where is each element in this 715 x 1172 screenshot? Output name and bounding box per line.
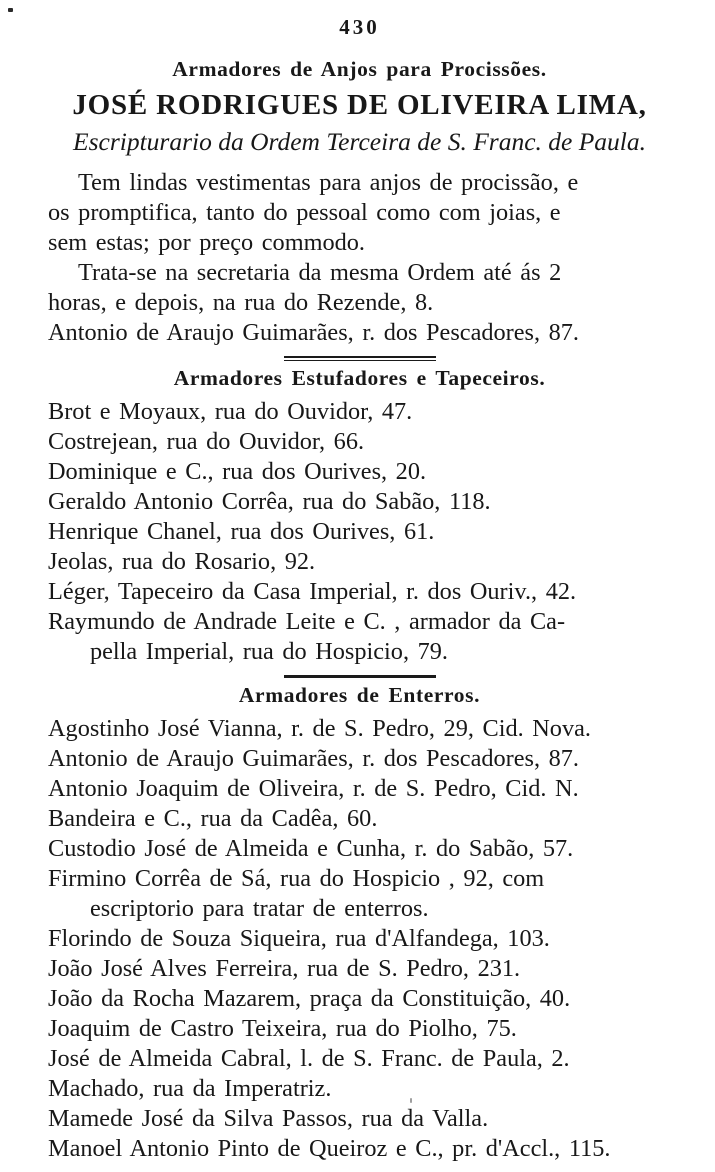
- section-header: Armadores de Enterros.: [238, 683, 481, 707]
- directory-entry: João da Rocha Mazarem, praça da Constituição, 40.: [48, 985, 571, 1012]
- directory-entry: Joaquim de Castro Teixeira, rua do Piolho, 75.: [48, 1015, 517, 1042]
- directory-entry: Antonio Joaquim de Oliveira, r. de S. Pedro, Cid. N.: [48, 775, 579, 802]
- directory-entry: Léger, Tapeceiro da Casa Imperial, r. dos Ouriv., 42.: [48, 578, 577, 605]
- directory-entry: Bandeira e C., rua da Cadêa, 60.: [48, 805, 378, 832]
- directory-entry: Manoel Antonio Pinto de Queiroz e C., pr. d'Accl., 115.: [48, 1135, 611, 1162]
- section-header: Armadores Estufadores e Tapeceiros.: [173, 366, 546, 390]
- directory-entry: Henrique Chanel, rua dos Ourives, 61.: [48, 518, 435, 545]
- directory-entry: Mamede José da Silva Passos, rua da Valla.: [48, 1105, 489, 1132]
- directory-entry-continuation: pella Imperial, rua do Hospicio, 79.: [90, 638, 448, 665]
- directory-entry: Costrejean, rua do Ouvidor, 66.: [48, 428, 365, 455]
- directory-entry: Machado, rua da Imperatriz.: [48, 1075, 332, 1102]
- paragraph-line: Trata-se na secretaria da mesma Ordem até ás 2: [78, 259, 562, 286]
- directory-entry: Raymundo de Andrade Leite e C. , armador da Ca-: [48, 608, 566, 635]
- scan-artifact: [8, 8, 13, 12]
- section-enterros: [48, 682, 671, 1164]
- directory-entry: Dominique e C., rua dos Ourives, 20.: [48, 458, 427, 485]
- directory-entry: Firmino Corrêa de Sá, rua do Hospicio , 92, com: [48, 865, 545, 892]
- section-anjos: [48, 56, 671, 348]
- section-divider: [284, 675, 436, 678]
- page-number: 430: [339, 15, 380, 39]
- directory-entry: Florindo de Souza Siqueira, rua d'Alfandega, 103.: [48, 925, 550, 952]
- entry-list: [48, 714, 671, 1164]
- section-estufadores: [48, 365, 671, 667]
- directory-entry: Custodio José de Almeida e Cunha, r. do Sabão, 57.: [48, 835, 574, 862]
- directory-entry: João José Alves Ferreira, rua de S. Pedro, 231.: [48, 955, 521, 982]
- paragraph-line: sem estas; por preço commodo.: [48, 229, 366, 256]
- entry-list: [48, 397, 671, 667]
- article-title: JOSÉ RODRIGUES DE OLIVEIRA LIMA,: [72, 89, 647, 121]
- article-subtitle: Escripturario da Ordem Terceira de S. Franc. de Paula.: [73, 127, 646, 156]
- directory-entry: José de Almeida Cabral, l. de S. Franc. de Paula, 2.: [48, 1045, 570, 1072]
- paragraph-line: horas, e depois, na rua do Rezende, 8.: [48, 289, 434, 316]
- directory-entry: Brot e Moyaux, rua do Ouvidor, 47.: [48, 398, 413, 425]
- directory-entry-continuation: escriptorio para tratar de enterros.: [90, 895, 429, 922]
- paragraph: [48, 168, 671, 258]
- directory-entry: Geraldo Antonio Corrêa, rua do Sabão, 118.: [48, 488, 491, 515]
- directory-entry: Agostinho José Vianna, r. de S. Pedro, 29, Cid. Nova.: [48, 715, 591, 742]
- paragraph-line: os promptifica, tanto do pessoal como com joias, e: [48, 199, 561, 226]
- paragraph: [48, 258, 671, 318]
- section-divider: [284, 356, 436, 361]
- directory-entry: Antonio de Araujo Guimarães, r. dos Pescadores, 87.: [48, 745, 580, 772]
- directory-entry: Jeolas, rua do Rosario, 92.: [48, 548, 316, 575]
- scan-artifact: [410, 1098, 412, 1103]
- paragraph-line: Tem lindas vestimentas para anjos de procissão, e: [78, 169, 579, 196]
- section-header: Armadores de Anjos para Procissões.: [172, 57, 547, 81]
- directory-entry: Antonio de Araujo Guimarães, r. dos Pescadores, 87.: [48, 319, 580, 346]
